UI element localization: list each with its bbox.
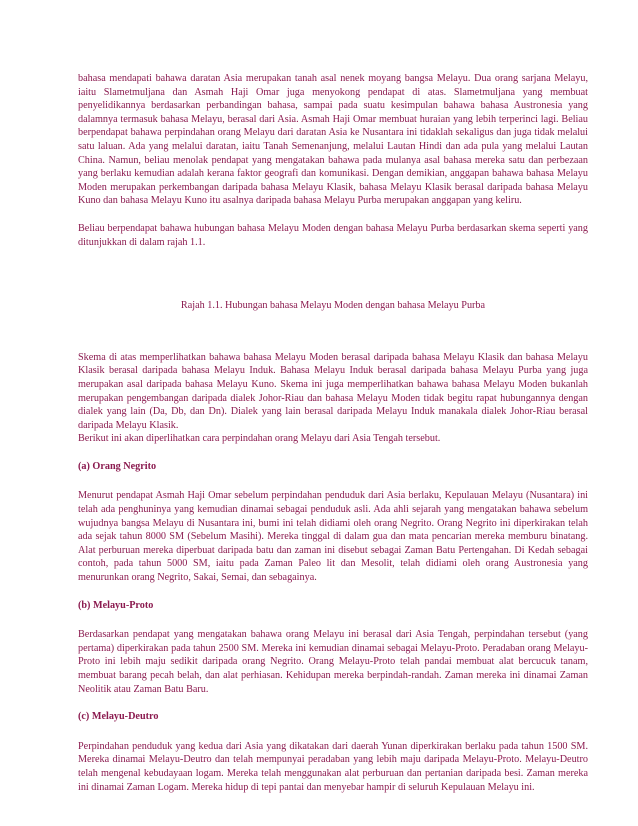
paragraph-melayu-proto: Berdasarkan pendapat yang mengatakan bahawa orang Melayu ini berasal dari Asia Tengah, perpindahan tersebut (yang pertama) diperkirakan pada tahun 2500 SM. Mereka ini kemudian dinamai sebagai Melayu-Proto. Peradaban orang Melayu-Proto ini lebih maju sedikit daripada orang Negrito. Orang Melayu-Proto telah pandai membuat alat bercucuk tanam, membuat barang pecah belah, dan alat perhiasan. Kehidupan mereka berpindah-randah. Zaman mereka ini dinamai Zaman Neolitik atau Zaman Batu Baru.	[78, 629, 588, 695]
paragraph-schema-explanation: Skema di atas memperlihatkan bahawa bahasa Melayu Moden berasal daripada bahasa Melayu Klasik dan bahasa Melayu Klasik berasal daripada bahasa Melayu Induk. Bahasa Melayu Induk berasal daripada bahasa Melayu Purba yang juga merupakan asal daripada bahasa Melayu Kuno. Skema ini juga memperlihatkan bahawa bahasa Melayu Moden bukanlah merupakan pengembangan daripada dialek Johor-Riau dan bahasa Melayu Moden tidak begitu rapat hubungannya dengan dialek yang lain (Da, Db, dan Dn). Dialek yang lain berasal daripada Melayu Induk manakala dialek Johor-Riau berasal daripada Melayu Klasik.	[78, 351, 588, 431]
section-heading-melayu-proto: (b) Melayu-Proto	[78, 599, 154, 611]
paragraph-melayu-deutro: Perpindahan penduduk yang kedua dari Asia yang dikatakan dari daerah Yunan diperkirakan berlaku pada tahun 1500 SM. Mereka dinamai Melayu-Deutro dan telah mempunyai peradaban yang lebih maju daripada Melayu-Proto. Melayu-Deutro telah mengenal kebudayaan logam. Mereka telah menggunakan alat perburuan dan pertanian daripada besi. Zaman mereka ini dinamai Zaman Logam. Mereka hidup di tepi pantai dan menyebar hampir di seluruh Kepulauan Melayu ini.	[78, 740, 588, 793]
paragraph-migration-intro: Berikut ini akan diperlihatkan cara perpindahan orang Melayu dari Asia Tengah tersebut.	[78, 433, 441, 445]
section-heading-negrito: (a) Orang Negrito	[78, 460, 157, 472]
paragraph-origin-theory: bahasa mendapati bahawa daratan Asia merupakan tanah asal nenek moyang bangsa Melayu. Dua orang sarjana Melayu, iaitu Slametmuljana dan Asmah Haji Omar juga menyokong pendapat di atas. Slametmuljana yang membuat penyelidikannya berdasarkan perbandingan bahasa, sampai pada suatu kesimpulan bahawa bahasa Austronesia yang dalamnya termasuk bahasa Melayu, berasal dari Asia. Asmah Haji Omar membuat huraian yang lebih terperinci lagi. Beliau berpendapat bahawa perpindahan orang Melayu dari daratan Asia ke Nusantara ini tidaklah sekaligus dan juga tidak melalui satu laluan. Ada yang melalui daratan, iaitu Tanah Semenanjung, melalui Lautan Hindi dan ada pula yang melalui Lautan China. Namun, beliau menolak pendapat yang mengatakan bahawa pada mulanya asal bahasa mereka satu dan perbezaan yang berlaku kemudian adalah kerana faktor geografi dan komunikasi. Dengan demikian, anggapan bahawa bahasa Melayu Moden merupakan perkembangan daripada bahasa Melayu Klasik, bahasa Melayu Klasik berasal daripada bahasa Melayu Kuno dan bahasa Melayu Kuno itu asalnya daripada bahasa Melayu Purba merupakan anggapan yang keliru.	[78, 73, 588, 207]
paragraph-negrito: Menurut pendapat Asmah Haji Omar sebelum perpindahan penduduk dari Asia berlaku, Kepulauan Melayu (Nusantara) ini telah ada penghuninya yang kemudian dinamai sebagai penduduk asli. Ada ahli sejarah yang mengatakan bahawa sebelum wujudnya bangsa Melayu di Nusantara ini, bumi ini telah didiami oleh orang Negrito. Orang Negrito ini diperkirakan telah ada sejak tahun 8000 SM (Sebelum Masihi). Mereka tinggal di dalam gua dan mata pencarian mereka memburu binatang. Alat perburuan mereka diperbuat daripada batu dan zaman ini disebut sebagai Zaman Batu Pertengahan. Di Kedah sebagai contoh, pada tahun 5000 SM, iaitu pada Zaman Paleo lit dan Mesolit, telah didiami oleh orang Austronesia yang menurunkan orang Negrito, Sakai, Semai, dan sebagainya.	[78, 490, 588, 584]
figure-caption: Rajah 1.1. Hubungan bahasa Melayu Moden dengan bahasa Melayu Purba	[180, 300, 486, 312]
section-heading-melayu-deutro: (c) Melayu-Deutro	[78, 711, 159, 723]
paragraph-schema-intro: Beliau berpendapat bahawa hubungan bahasa Melayu Moden dengan bahasa Melayu Purba berdasarkan skema seperti yang ditunjukkan di dalam rajah 1.1.	[78, 222, 588, 248]
